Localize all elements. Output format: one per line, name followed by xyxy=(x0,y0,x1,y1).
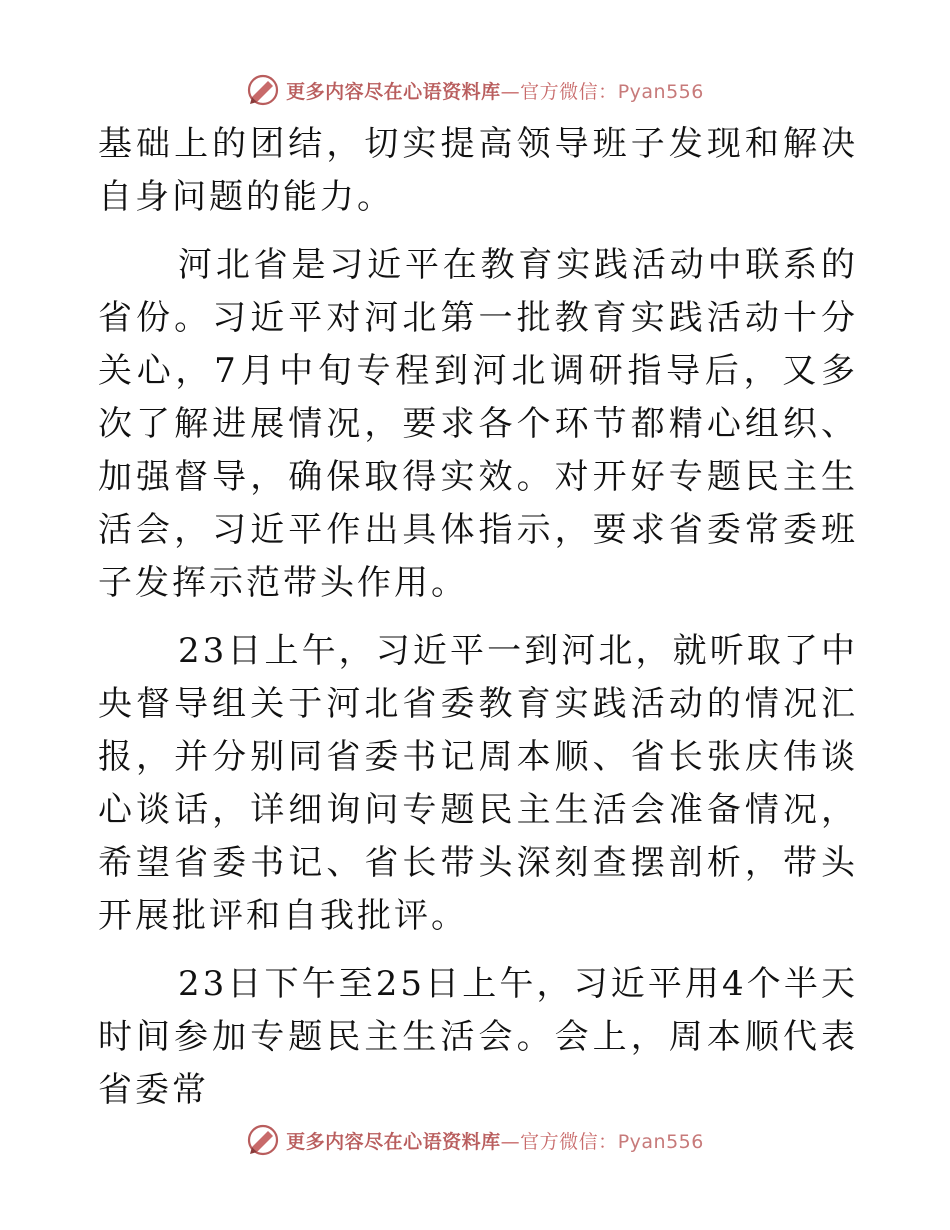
paragraph: 基础上的团结，切实提高领导班子发现和解决自身问题的能力。 xyxy=(98,124,858,217)
paragraph: 23日下午至25日上午，习近平用4个半天时间参加专题民主生活会。会上，周本顺代表省委常 xyxy=(98,964,858,1110)
watermark-label: 官方微信： xyxy=(520,80,618,103)
watermark-label: 官方微信： xyxy=(520,1130,618,1153)
paragraph: 23日上午，习近平一到河北，就听取了中央督导组关于河北省委教育实践活动的情况汇报，并分别同省委书记周本顺、省长张庆伟谈心谈话，详细询问专题民主生活会准备情况，希望省委书记、省长带头深刻查摆剖析，带头开展批评和自我批评。 xyxy=(98,631,858,936)
watermark-text xyxy=(286,1127,704,1154)
watermark-header xyxy=(0,70,950,110)
watermark-handle: Pyan556 xyxy=(617,1130,704,1153)
watermark-text xyxy=(286,77,704,104)
watermark-brand: 更多内容尽在心语资料库 xyxy=(286,80,501,103)
pen-logo-icon xyxy=(246,1123,280,1157)
watermark-handle: Pyan556 xyxy=(617,80,704,103)
document-body xyxy=(98,118,858,1117)
watermark-separator: — xyxy=(500,1130,521,1153)
paragraph: 河北省是习近平在教育实践活动中联系的省份。习近平对河北第一批教育实践活动十分关心，7月中旬专程到河北调研指导后，又多次了解进展情况，要求各个环节都精心组织、加强督导，确保取得实效。对开好专题民主生活会，习近平作出具体指示，要求省委常委班子发挥示范带头作用。 xyxy=(98,245,858,603)
watermark-separator: — xyxy=(500,80,521,103)
pen-logo-icon xyxy=(246,73,280,107)
watermark-brand: 更多内容尽在心语资料库 xyxy=(286,1130,501,1153)
watermark-footer xyxy=(0,1120,950,1160)
